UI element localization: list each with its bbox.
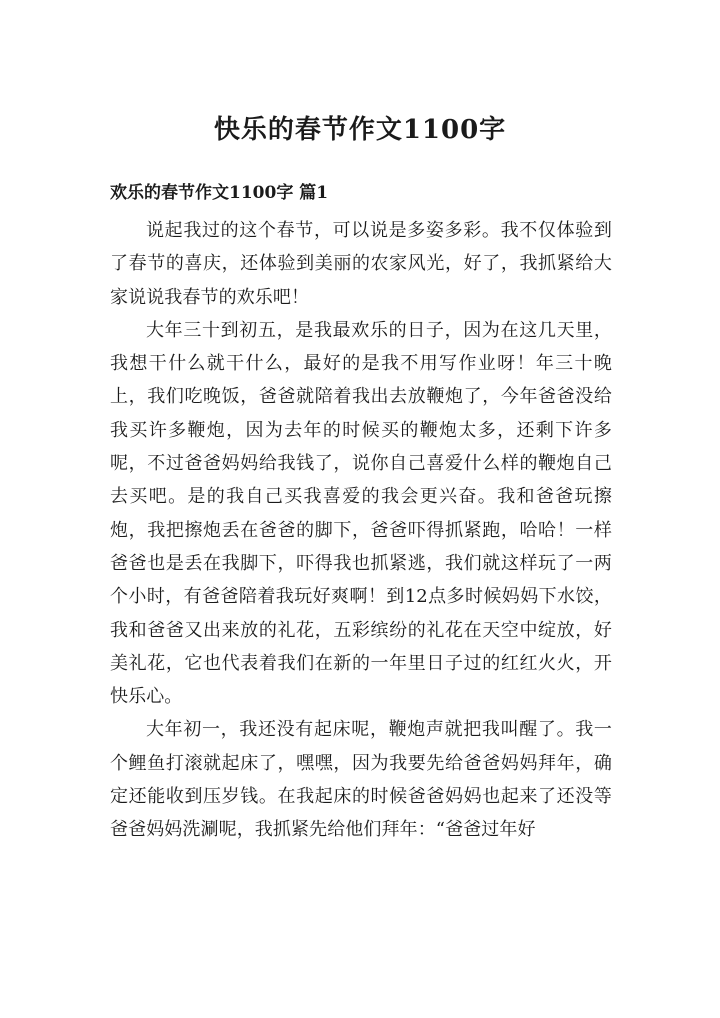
paragraph: 说起我过的这个春节，可以说是多姿多彩。我不仅体验到了春节的喜庆，还体验到美丽的农家风光，好了，我抓紧给大家说说我春节的欢乐吧！ <box>110 220 612 308</box>
document-body <box>110 214 612 847</box>
document-title: 快乐的春节作文1100字 <box>213 115 507 145</box>
section-heading: 欢乐的春节作文1100字 篇1 <box>110 183 329 203</box>
paragraph: 大年三十到初五，是我最欢乐的日子，因为在这几天里，我想干什么就干什么，最好的是我不用写作业呀！年三十晚上，我们吃晚饭，爸爸就陪着我出去放鞭炮了，今年爸爸没给我买许多鞭炮，因为去年的时候买的鞭炮太多，还剩下许多呢，不过爸爸妈妈给我钱了，说你自己喜爱什么样的鞭炮自己去买吧。是的我自己买我喜爱的我会更兴奋。我和爸爸玩擦炮，我把擦炮丢在爸爸的脚下，爸爸吓得抓紧跑，哈哈！一样爸爸也是丢在我脚下，吓得我也抓紧逃，我们就这样玩了一两个小时，有爸爸陪着我玩好爽啊！到12点多时候妈妈下水饺，我和爸爸又出来放的礼花，五彩缤纷的礼花在天空中绽放，好美礼花，它也代表着我们在新的一年里日子过的红红火火，开快乐心。 <box>110 319 612 708</box>
paragraph: 大年初一，我还没有起床呢，鞭炮声就把我叫醒了。我一个鲤鱼打滚就起床了，嘿嘿，因为我要先给爸爸妈妈拜年，确定还能收到压岁钱。在我起床的时候爸爸妈妈也起来了还没等爸爸妈妈洗涮呢，我抓紧先给他们拜年：“爸爸过年好 <box>110 719 612 841</box>
